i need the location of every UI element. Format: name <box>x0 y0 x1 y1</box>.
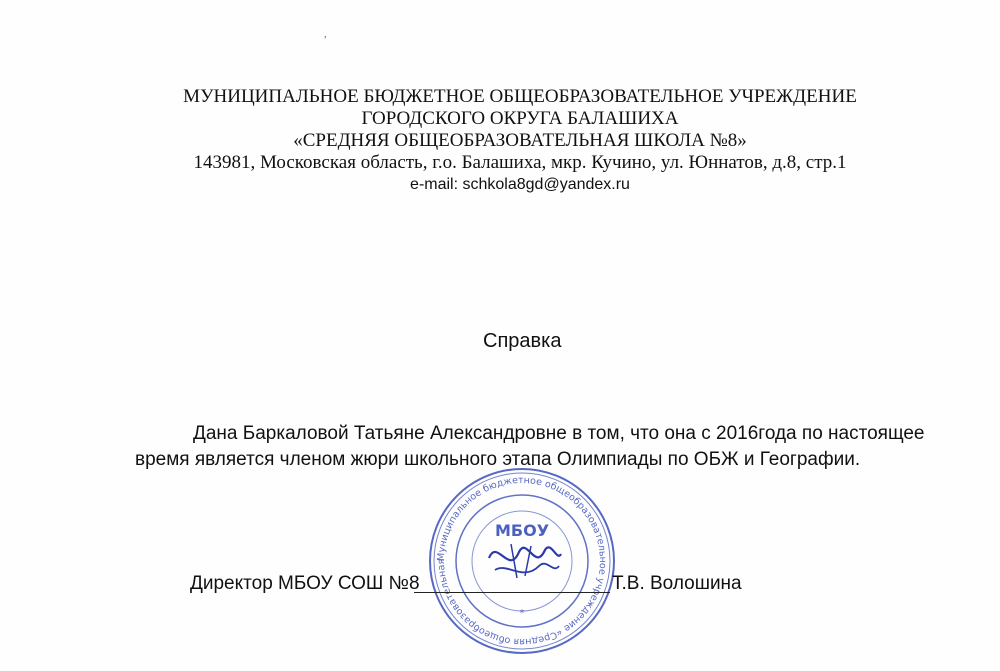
org-name-line1: МУНИЦИПАЛЬНОЕ БЮДЖЕТНОЕ ОБЩЕОБРАЗОВАТЕЛЬНОЕ УЧРЕЖДЕНИЕ <box>183 86 857 107</box>
document-title: Справка <box>483 330 562 352</box>
stamp-seal-graphic <box>427 466 617 656</box>
org-name-line2: ГОРОДСКОГО ОКРУГА БАЛАШИХА <box>361 108 679 129</box>
signature-position: Директор МБОУ СОШ №8 <box>190 573 420 594</box>
signature-line <box>414 592 610 593</box>
body-line-1: Дана Баркаловой Татьяне Александровне в том, что она с 2016года по настоящее <box>193 423 925 444</box>
org-email: e-mail: schkola8gd@yandex.ru <box>410 176 630 193</box>
signature-name: Т.В. Волошина <box>612 573 742 594</box>
body-line-2: время является членом жюри школьного этапа Олимпиады по ОБЖ и Географии. <box>135 449 861 470</box>
scan-mark: , <box>324 29 327 40</box>
org-address: 143981, Московская область, г.о. Балашиха, мкр. Кучино, ул. Юннатов, д.8, стр.1 <box>193 152 847 173</box>
svg-text:*: * <box>519 608 525 619</box>
stamp-center-text: МБОУ <box>494 521 550 540</box>
official-stamp <box>427 466 617 656</box>
stamp-ring-text: Муниципальное бюджетное общеобразовательное учреждение «Средняя общеобразовательная <box>435 474 609 648</box>
org-name-line3: «СРЕДНЯЯ ОБЩЕОБРАЗОВАТЕЛЬНАЯ ШКОЛА №8» <box>293 130 747 151</box>
letterhead <box>0 86 1000 196</box>
